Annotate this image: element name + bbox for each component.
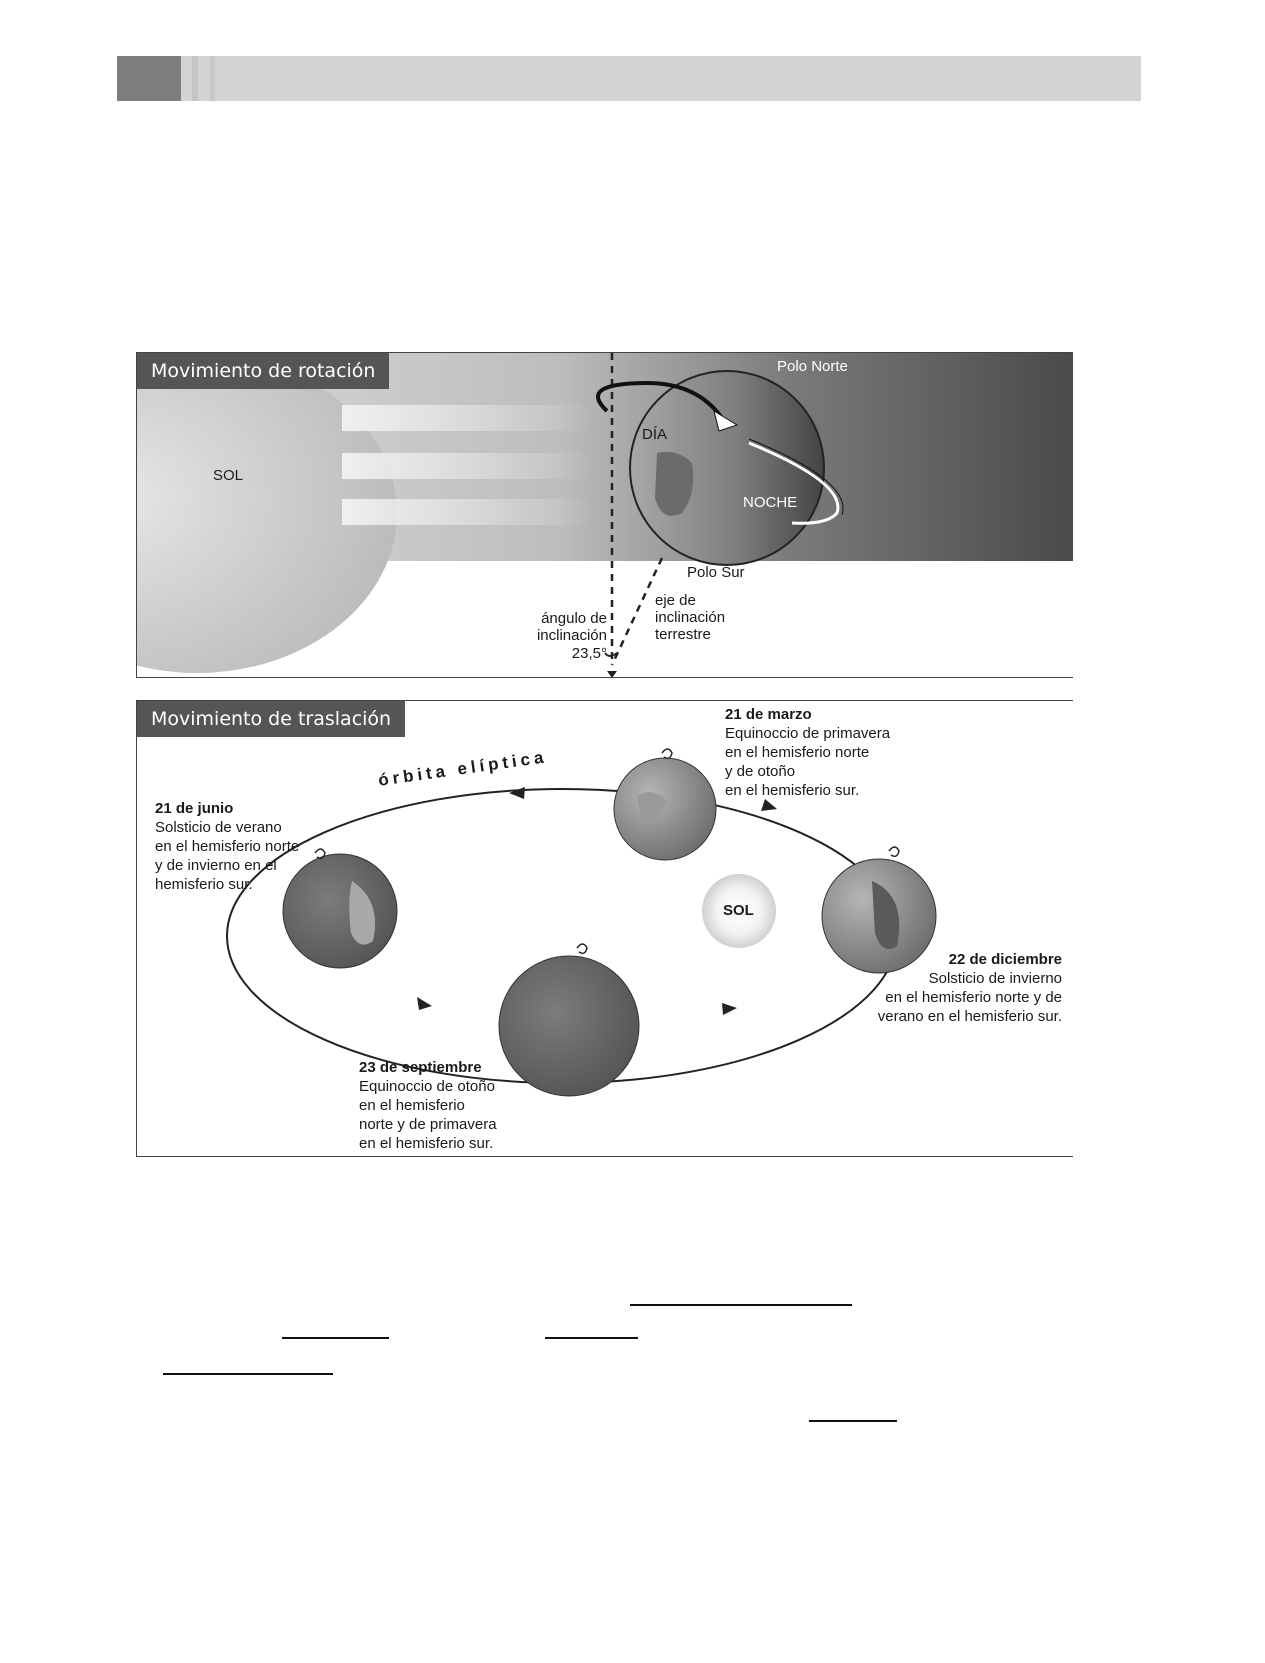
orbit-arrow <box>761 799 777 811</box>
june-text: en el hemisferio norte <box>155 838 300 855</box>
december-text: en el hemisferio norte y de <box>885 989 1062 1006</box>
axis-label-line: eje de <box>655 592 696 609</box>
september-text: en el hemisferio <box>359 1097 465 1114</box>
sun-ray <box>342 405 592 431</box>
december-text: verano en el hemisferio sur. <box>877 1008 1062 1025</box>
june-text: Solsticio de verano <box>155 819 282 836</box>
september-text: en el hemisferio sur. <box>359 1135 494 1152</box>
translation-diagram <box>136 700 1073 1157</box>
translation-illustration <box>137 701 1073 1156</box>
december-date: 22 de diciembre <box>948 951 1062 968</box>
answer-blank[interactable] <box>545 1337 638 1339</box>
translation-title: Movimiento de traslación <box>137 701 405 737</box>
rotation-symbol <box>315 849 325 858</box>
orbit-arrow <box>417 997 432 1010</box>
axis-label-line: terrestre <box>655 626 711 643</box>
day-label: DÍA <box>642 426 668 443</box>
header-divider <box>192 56 198 101</box>
south-pole-label: Polo Sur <box>687 564 745 581</box>
globe-march <box>614 758 716 860</box>
answer-blank[interactable] <box>163 1373 333 1375</box>
night-label: NOCHE <box>743 494 798 511</box>
sun-ray <box>342 499 592 525</box>
march-text: en el hemisferio sur. <box>725 782 860 799</box>
sun-ray <box>342 453 592 479</box>
north-pole-label: Polo Norte <box>777 358 848 375</box>
globe-september <box>499 956 639 1096</box>
axis-label-line: inclinación <box>655 609 726 626</box>
march-text: Equinoccio de primavera <box>725 725 891 742</box>
march-text: en el hemisferio norte <box>725 744 870 761</box>
june-text: y de invierno en el <box>155 857 277 874</box>
answer-blank[interactable] <box>282 1337 389 1339</box>
september-date: 23 de septiembre <box>359 1059 482 1076</box>
header-bar <box>117 56 1141 101</box>
answer-blank[interactable] <box>809 1420 897 1422</box>
rotation-title: Movimiento de rotación <box>137 353 389 389</box>
rotation-symbol <box>662 749 672 758</box>
header-divider <box>210 56 215 101</box>
answer-blank[interactable] <box>630 1304 852 1306</box>
header-block <box>117 56 181 101</box>
september-text: norte y de primavera <box>359 1116 497 1133</box>
orbit-label: órbita elíptica <box>377 747 549 790</box>
june-date: 21 de junio <box>155 800 234 817</box>
globe-june <box>283 854 397 968</box>
angle-label-line: inclinación <box>536 627 607 644</box>
september-text: Equinoccio de otoño <box>359 1078 495 1095</box>
orbit-arrow <box>509 787 525 799</box>
june-text: hemisferio sur. <box>155 876 253 893</box>
axis-arrowhead <box>607 671 617 677</box>
march-date: 21 de marzo <box>725 706 812 723</box>
angle-label-line: 23,5° <box>571 645 607 662</box>
rotation-symbol <box>577 944 587 953</box>
march-text: y de otoño <box>725 763 796 780</box>
rotation-diagram <box>136 352 1073 678</box>
sun-label: SOL <box>213 467 244 484</box>
orbit-arrow <box>722 1003 737 1015</box>
sun-label: SOL <box>723 902 754 919</box>
december-text: Solsticio de invierno <box>928 970 1062 987</box>
rotation-symbol <box>889 847 899 856</box>
angle-label-line: ángulo de <box>541 610 607 627</box>
